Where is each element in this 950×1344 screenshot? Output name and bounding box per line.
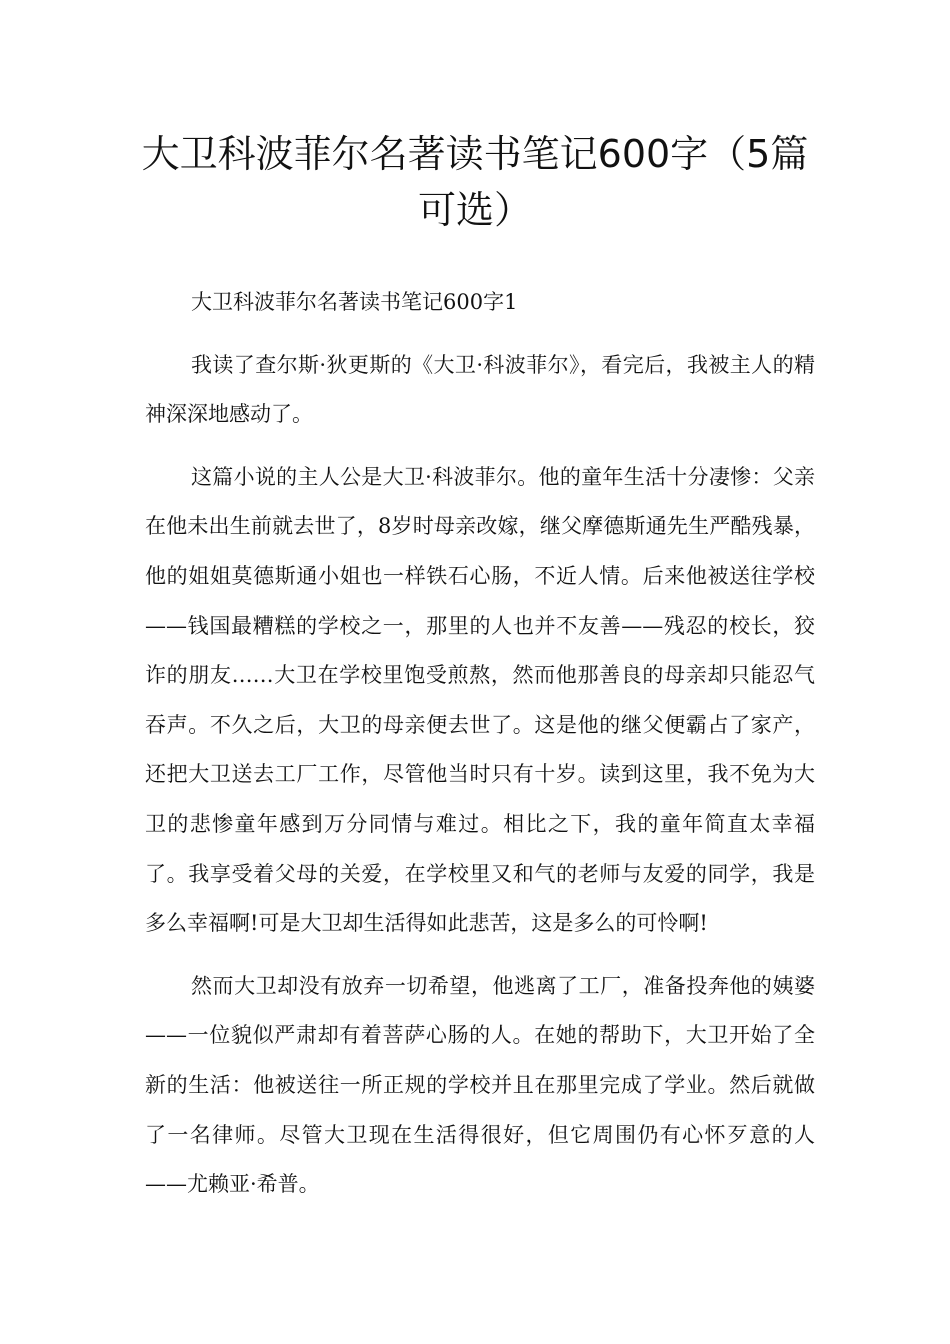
section-heading: 大卫科波菲尔名著读书笔记600字1	[191, 290, 518, 314]
paragraph-intro: 我读了查尔斯·狄更斯的《大卫·科波菲尔》，看完后，我被主人的精神深深地感动了。	[145, 352, 815, 427]
page-title: 大卫科波菲尔名著读书笔记600字（5篇可选）	[141, 132, 809, 232]
paragraph-escape: 然而大卫却没有放弃一切希望，他逃离了工厂，准备投奔他的姨婆——一位貌似严肃却有着菩萨心肠的人。在她的帮助下，大卫开始了全新的生活：他被送往一所正规的学校并且在那里完成了学业。然后就做了一名律师。尽管大卫现在生活得很好，但它周围仍有心怀歹意的人——尤赖亚·希普。	[145, 973, 815, 1197]
document-body	[145, 278, 815, 1223]
paragraph-childhood: 这篇小说的主人公是大卫·科波菲尔。他的童年生活十分凄惨：父亲在他未出生前就去世了，8岁时母亲改嫁，继父摩德斯通先生严酷残暴，他的姐姐莫德斯通小姐也一样铁石心肠，不近人情。后来他被送往学校——钱国最糟糕的学校之一，那里的人也并不友善——残忍的校长，狡诈的朋友……大卫在学校里饱受煎熬，然而他那善良的母亲却只能忍气吞声。不久之后，大卫的母亲便去世了。这是他的继父便霸占了家产，还把大卫送去工厂工作，尽管他当时只有十岁。读到这里，我不免为大卫的悲惨童年感到万分同情与难过。相比之下，我的童年简直太幸福了。我享受着父母的关爱，在学校里又和气的老师与友爱的同学，我是多么幸福啊!可是大卫却生活得如此悲苦，这是多么的可怜啊!	[145, 464, 815, 936]
